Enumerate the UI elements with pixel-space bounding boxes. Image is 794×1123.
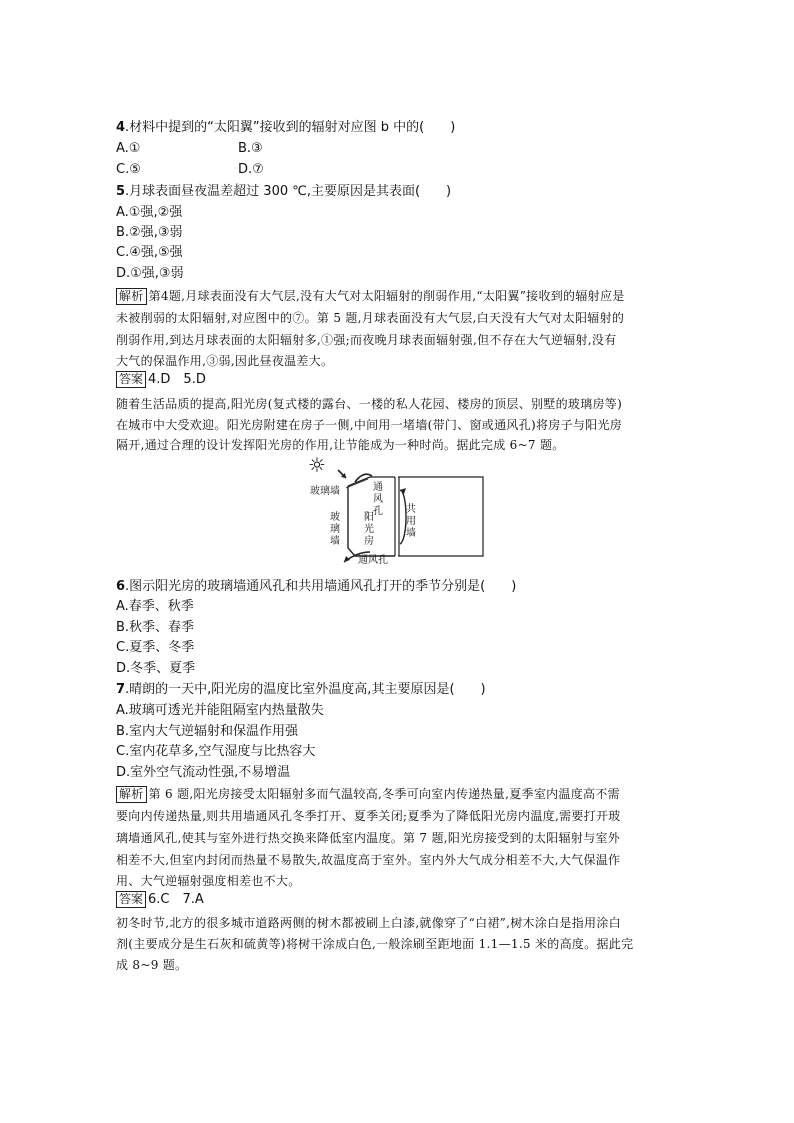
analysis-2-line-4: 相差不大,但室内封闭而热量不易散失,故温度高于室外。室内外大气成分相差不大,大气保温作 <box>116 853 621 867</box>
label-glass-wall-side-2: 璃 <box>330 524 340 535</box>
analysis-2-line-2: 要向内传递热量,则共用墙通风孔冬季打开、夏季关闭;夏季为了降低阳光房内温度,需要打开玻 <box>116 809 621 823</box>
question-5-stem: 5.月球表面昼夜温差超过 300 ℃,主要原因是其表面( ) <box>116 184 452 199</box>
q4-option-b: B.③ <box>238 141 263 156</box>
label-shared-wall-2: 用 <box>406 516 416 527</box>
q5-option-d: D.①强,③弱 <box>116 266 184 281</box>
q5-option-c: C.④强,⑤强 <box>116 245 183 260</box>
analysis-2-line-3: 璃墙通风孔,使其与室外进行热交换来降低室内温度。第 7 题,阳光房接受到的太阳辐射与室外 <box>116 831 621 845</box>
question-7-stem: 7.晴朗的一天中,阳光房的温度比室外温度高,其主要原因是( ) <box>116 682 486 697</box>
analysis-1-line-1: 解析 第4题,月球表面没有大气层,没有大气对太阳辐射的削弱作用,“太阳翼”接收到的辐射应是 <box>116 287 625 305</box>
q7-option-b: B.室内大气逆辐射和保温作用强 <box>116 724 299 739</box>
label-sunroom-2: 光 <box>364 524 374 535</box>
q4-option-d: D.⑦ <box>238 162 264 177</box>
label-glass-wall-side-1: 玻 <box>330 512 340 523</box>
analysis-2-line-1: 解析 第 6 题,阳光房接受太阳辐射多而气温较高,冬季可向室内传递热量,夏季室内温度高不需 <box>116 785 620 803</box>
material-2-line-2: 在城市中大受欢迎。阳光房附建在房子一侧,中间用一堵墙(带门、窗或通风孔)将房子与阳光房 <box>116 418 623 432</box>
analysis-2-line-5: 用、大气逆辐射强度相差也不大。 <box>116 874 301 888</box>
material-2-line-1: 随着生活品质的提高,阳光房(复式楼的露台、一楼的私人花园、楼房的顶层、别墅的玻璃房等) <box>116 397 623 411</box>
answer-1: 答案 4.D 5.D <box>116 371 206 389</box>
answer-tag: 答案 <box>116 891 146 908</box>
question-6-stem: 6.图示阳光房的玻璃墙通风孔和共用墙通风孔打开的季节分别是( ) <box>116 579 517 594</box>
q5-option-a: A.①强,②强 <box>116 205 183 220</box>
answer-tag: 答案 <box>116 371 146 388</box>
label-shared-wall-1: 共 <box>406 504 416 515</box>
q5-option-b: B.②强,③弱 <box>116 225 183 240</box>
label-sunroom-3: 房 <box>364 536 374 547</box>
analysis-tag: 解析 <box>116 786 147 803</box>
analysis-tag: 解析 <box>116 288 147 305</box>
q4-option-a: A.① <box>116 141 141 156</box>
label-shared-wall-3: 墙 <box>406 528 416 539</box>
material-3-line-2: 剂(主要成分是生石灰和硫黄等)将树干涂成白色,一般涂刷至距地面 1.1—1.5 米的高度。据此完 <box>116 937 634 951</box>
q6-option-b: B.秋季、春季 <box>116 620 195 635</box>
question-4-stem: 4.材料中提到的“太阳翼”接收到的辐射对应图 b 中的( ) <box>116 120 456 135</box>
label-sunroom-1: 阳 <box>364 512 374 523</box>
label-vent-top-2: 风 <box>373 494 383 505</box>
material-2-line-3: 隔开,通过合理的设计发挥阳光房的作用,让节能成为一种时尚。据此完成 6~7 题。 <box>116 438 565 452</box>
q4-option-c: C.⑤ <box>116 162 141 177</box>
sun-icon: ☼ <box>308 453 326 477</box>
analysis-1-line-3: 削弱作用,到达月球表面的太阳辐射多,①强;而夜晚月球表面辐射强,但不存在大气逆辐射,没有 <box>116 333 617 347</box>
q6-option-a: A.春季、秋季 <box>116 599 194 614</box>
label-glass-wall-side-3: 墙 <box>330 536 340 547</box>
analysis-1-line-2: 未被削弱的太阳辐射,对应图中的⑦。第 5 题,月球表面没有大气层,白天没有大气对太阳辐射的 <box>116 311 625 325</box>
label-vent-top-1: 通 <box>373 482 383 493</box>
q7-option-c: C.室内花草多,空气湿度与比热容大 <box>116 744 316 759</box>
q7-option-d: D.室外空气流动性强,不易增温 <box>116 765 291 780</box>
answer-2: 答案 6.C 7.A <box>116 891 204 909</box>
analysis-1-line-4: 大气的保温作用,③弱,因此昼夜温差大。 <box>116 354 334 368</box>
label-glass-wall-top: 玻璃墙 <box>310 486 340 497</box>
material-3-line-3: 成 8~9 题。 <box>116 958 188 972</box>
q7-option-a: A.玻璃可透光并能阻隔室内热量散失 <box>116 703 324 718</box>
material-3-line-1: 初冬时节,北方的很多城市道路两侧的树木都被刷上白漆,就像穿了“白裙”,树木涂白是指用涂白 <box>116 916 621 930</box>
label-vent-top-3: 孔 <box>373 506 383 517</box>
sunroom-diagram <box>300 452 500 577</box>
label-vent-bottom: 通风孔 <box>358 555 388 566</box>
q6-option-c: C.夏季、冬季 <box>116 640 195 655</box>
q6-option-d: D.冬季、夏季 <box>116 661 196 676</box>
